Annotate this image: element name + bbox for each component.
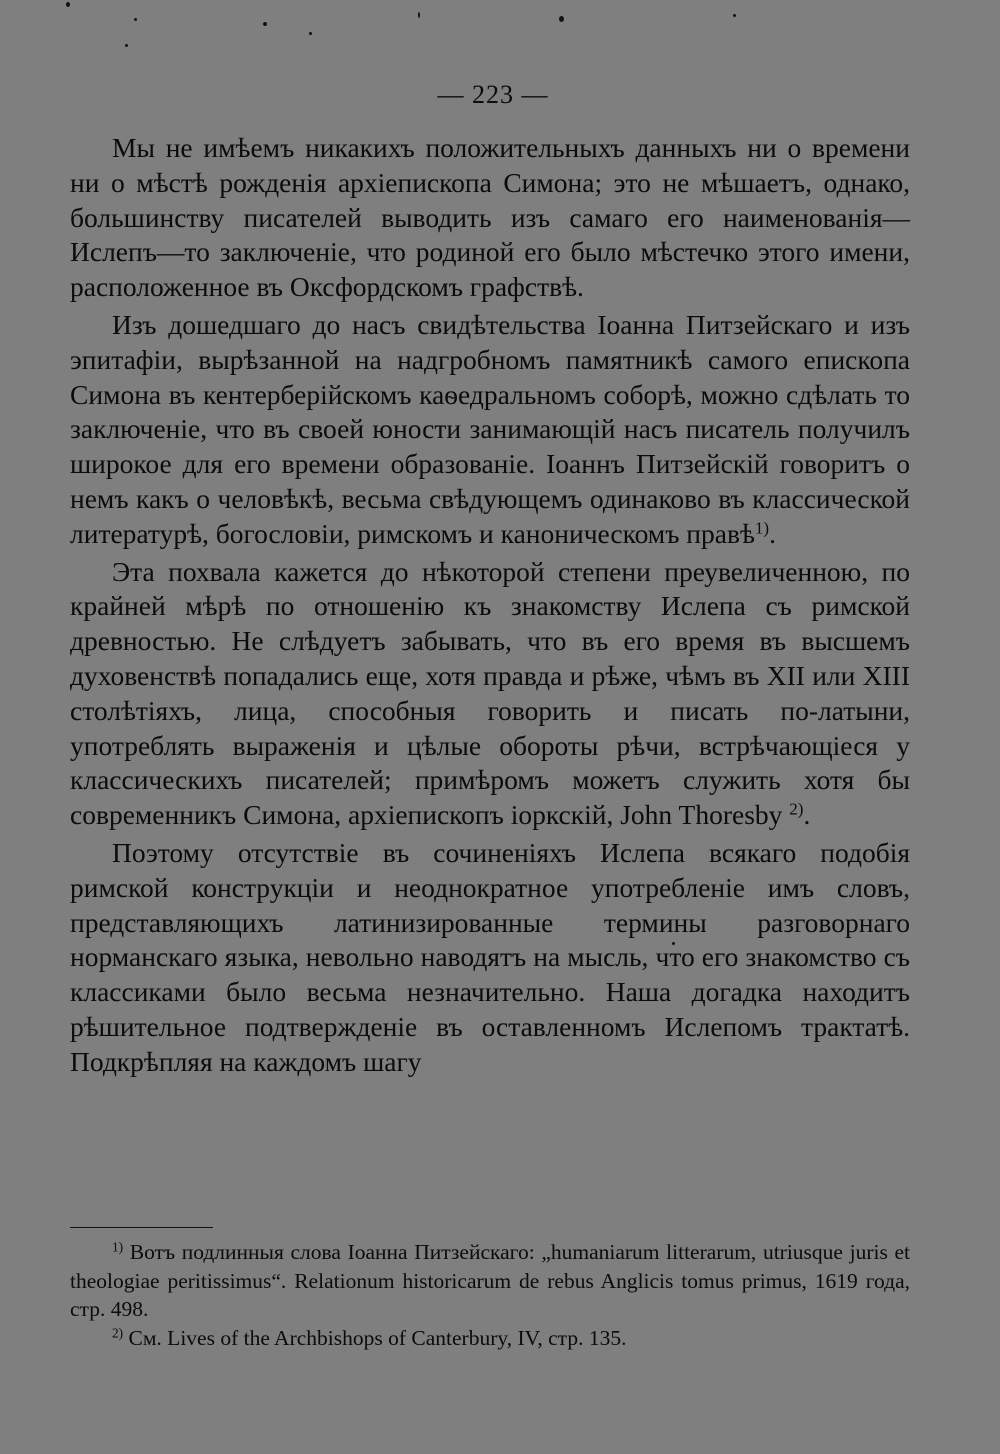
ink-speck	[418, 12, 420, 18]
footnote-ref: 2)	[789, 799, 804, 819]
body-text	[70, 131, 910, 1083]
footnote	[70, 1324, 910, 1353]
paragraph	[70, 131, 910, 305]
paragraph-text: Изъ дошедшаго до насъ свидѣтельства Іоанна Питзейскаго и изъ эпитафіи, вырѣзанной на надгробномъ памятникѣ самого епископа Симона въ кентерберійскомъ каѳедральномъ соборѣ, можно сдѣлать то заключеніе, что въ своей юности занимающій насъ писатель получилъ широкое для его времени образованіе. Іоаннъ Питзейскій говоритъ о немъ какъ о человѣкѣ, весьма свѣдующемъ одинаково въ классической литературѣ, богословіи, римскомъ и каноническомъ правѣ	[70, 308, 910, 549]
footnotes	[70, 1238, 910, 1352]
paragraph	[70, 836, 910, 1080]
footnote-mark: 1)	[112, 1239, 124, 1255]
paragraph-tail: .	[769, 517, 776, 549]
ink-speck	[125, 44, 128, 47]
ink-speck	[559, 16, 564, 22]
ink-speck	[263, 22, 267, 26]
ink-speck	[733, 14, 736, 17]
paragraph-tail: .	[803, 799, 811, 831]
paragraph-text: Эта похвала кажется до нѣкоторой степени преувеличенною, по крайней мѣрѣ по отношенію къ знакомству Ислепа съ римской древностью. Не слѣдуетъ забывать, что въ его время въ высшемъ духовенствѣ попадались еще, хотя правда и рѣже, чѣмъ въ XII или XIII столѣтіяхъ, лица, способныя говорить и писать по-латыни, употреблять выраженія и цѣлые обороты рѣчи, встрѣчающіеся у классическихъ писателей; примѣромъ можетъ служить хотя бы современникъ Симона, архіепископъ іоркскій, John Thoresby	[70, 555, 910, 831]
paragraph-text: Мы не имѣемъ никакихъ положительныхъ данныхъ ни о времени ни о мѣстѣ рожденія архіепископа Симона; это не мѣшаетъ, однако, большинству писателей выводить изъ самаго его наименованія—Ислепъ—то заключеніе, что родиной его было мѣстечко этого имени, расположенное въ Оксфордскомъ графствѣ.	[70, 132, 910, 303]
footnote	[70, 1238, 910, 1324]
page-number: — 223 —	[437, 80, 549, 109]
footnote-mark: 2)	[112, 1325, 124, 1341]
footnote-divider	[70, 1227, 213, 1228]
paragraph	[70, 555, 910, 833]
paragraph	[70, 308, 910, 552]
ink-speck	[309, 32, 312, 35]
footnote-text: См. Lives of the Archbishops of Canterbury, IV, стр. 135.	[128, 1325, 627, 1350]
footnote-text: Вотъ подлинныя слова Іоанна Питзейскаго: „humaniarum litterarum, utriusque juris et theologiae peritissimus“. Relationum historicarum de rebus Anglicis tomus primus, 1619 года, стр. 498.	[70, 1240, 910, 1321]
footnote-ref: 1)	[754, 518, 770, 538]
paragraph-text: Поэтому отсутствіе въ сочиненіяхъ Ислепа всякаго подобія римской конструкціи и неоднократное употребленіе имъ словъ, представляющихъ латинизированные термины разговорнаго норманскаго языка, невольно наводятъ на мысль, что его знакомство съ классиками было весьма незначительно. Наша догадка находитъ рѣшительное подтвержденіе въ оставленномъ Ислепомъ трактатѣ. Подкрѣпляя на каждомъ шагу	[70, 836, 910, 1077]
ink-speck	[66, 2, 70, 7]
ink-speck	[134, 18, 137, 21]
